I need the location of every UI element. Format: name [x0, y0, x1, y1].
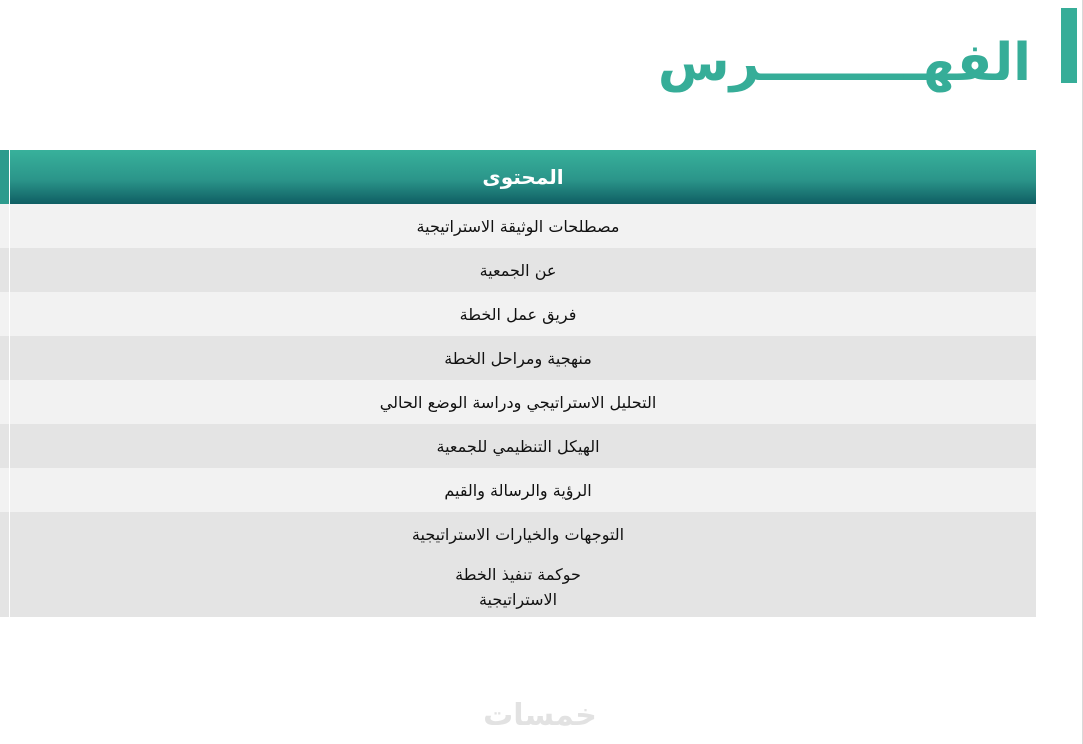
- table-row-side-cell: [0, 336, 10, 380]
- watermark-logo: خمسات: [483, 698, 597, 733]
- table-row-side-cell: [0, 292, 10, 336]
- table-row-side-cell: [0, 248, 10, 292]
- table-row-label: الهيكل التنظيمي للجمعية: [436, 436, 600, 456]
- title-accent-bar: [1061, 8, 1077, 83]
- table-row-label: فريق عمل الخطة: [459, 304, 577, 324]
- table-row-label-line1: حوكمة تنفيذ الخطة: [455, 564, 581, 584]
- table-row-side-cell: [0, 380, 10, 424]
- table-row-label: مصطلحات الوثيقة الاستراتيجية: [416, 216, 620, 236]
- table-row-side-cell: [0, 512, 10, 556]
- table-row-side-cell: [0, 204, 10, 248]
- table-row: [0, 468, 1036, 512]
- table-row-side-cell: [0, 556, 10, 617]
- table-row: [0, 512, 1036, 556]
- table-header: المحتوى: [10, 150, 1036, 204]
- table-row: [0, 336, 1036, 380]
- table-row-label-line2: الاستراتيجية: [478, 589, 558, 609]
- table-row: [0, 292, 1036, 336]
- table-row: [0, 556, 1036, 617]
- table-row-side-cell: [0, 424, 10, 468]
- page-title: الفهـــــــــرس: [657, 33, 1031, 93]
- table-row-label: التوجهات والخيارات الاستراتيجية: [411, 524, 625, 544]
- table-header-side-cell: [0, 150, 10, 204]
- table-row-label: عن الجمعية: [479, 260, 557, 280]
- table-row-label: الرؤية والرسالة والقيم: [444, 480, 592, 500]
- table-row-label: التحليل الاستراتيجي ودراسة الوضع الحالي: [379, 392, 657, 412]
- table-row: [0, 380, 1036, 424]
- table-row: [0, 204, 1036, 248]
- table-row: [0, 424, 1036, 468]
- table-row-side-cell: [0, 468, 10, 512]
- table-row: [0, 248, 1036, 292]
- table-row-label: منهجية ومراحل الخطة: [444, 348, 592, 368]
- table-of-contents: [0, 150, 1036, 617]
